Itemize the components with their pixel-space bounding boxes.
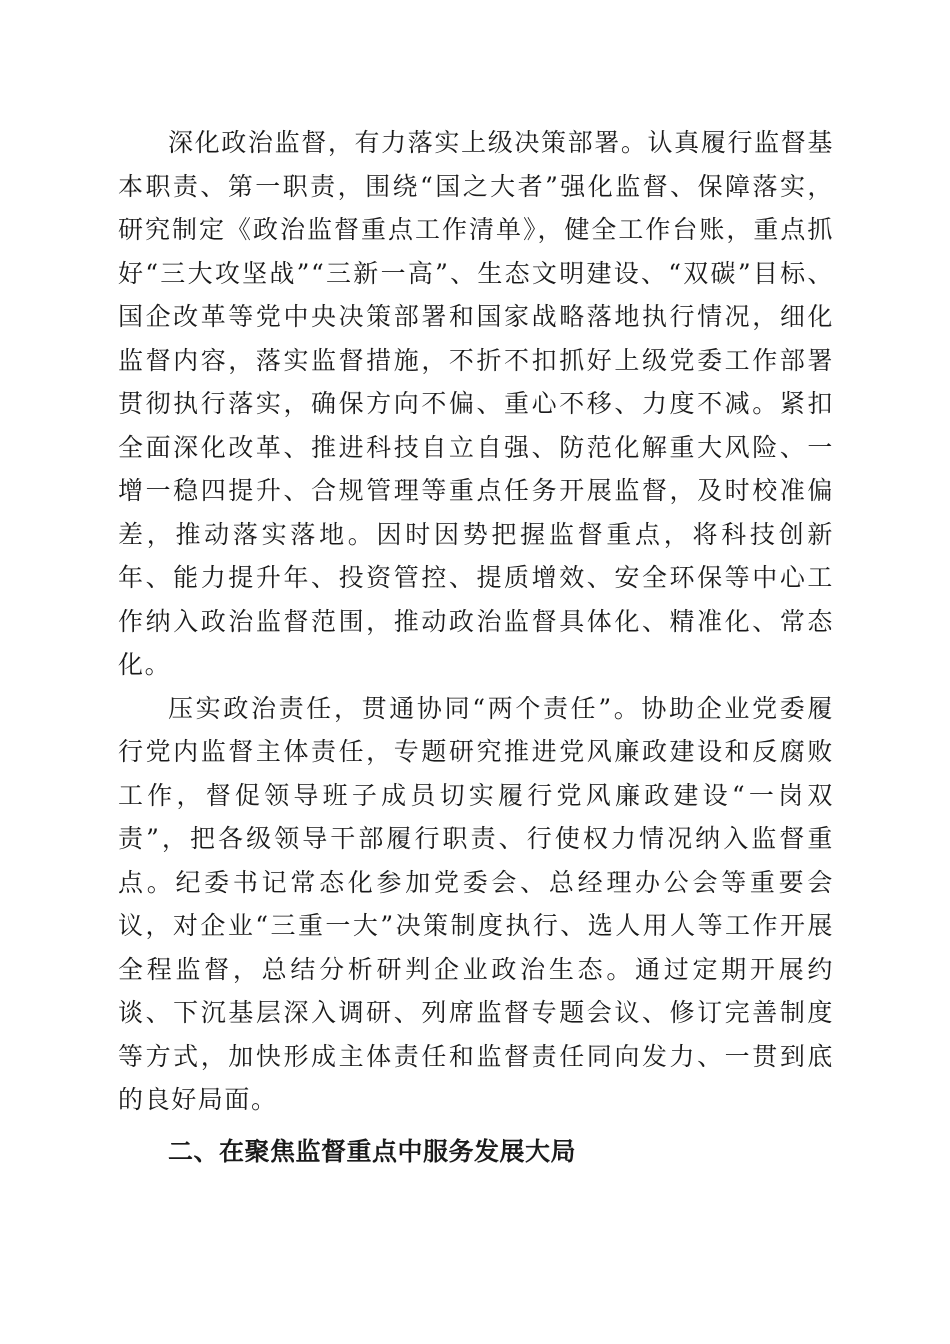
paragraph-political-responsibility: 压实政治责任，贯通协同“两个责任”。协助企业党委履行党内监督主体责任，专题研究推进党风廉政建设和反腐败工作，督促领导班子成员切实履行党风廉政建设“一岗双责”，把各级领导干部履行职责、行使权力情况纳入监督重点。纪委书记常态化参加党委会、总经理办公会等重要会议，对企业“三重一大”决策制度执行、选人用人等工作开展全程监督，总结分析研判企业政治生态。通过定期开展约谈、下沉基层深入调研、列席监督专题会议、修订完善制度等方式，加快形成主体责任和监督责任同向发力、一贯到底的良好局面。 [118,693,834,1114]
paragraph-political-supervision: 深化政治监督，有力落实上级决策部署。认真履行监督基本职责、第一职责，围绕“国之大者”强化监督、保障落实，研究制定《政治监督重点工作清单》，健全工作台账，重点抓好“三大攻坚战”“三新一高”、生态文明建设、“双碳”目标、国企改革等党中央决策部署和国家战略落地执行情况，细化监督内容，落实监督措施，不折不扣抓好上级党委工作部署贯彻执行落实，确保方向不偏、重心不移、力度不减。紧扣全面深化改革、推进科技自立自强、防范化解重大风险、一增一稳四提升、合规管理等重点任务开展监督，及时校准偏差，推动落实落地。因时因势把握监督重点，将科技创新年、能力提升年、投资管控、提质增效、安全环保等中心工作纳入政治监督范围，推动政治监督具体化、精准化、常态化。 [118,128,834,679]
document-body [118,121,834,1173]
section-heading: 二、在聚焦监督重点中服务发展大局 [168,1136,577,1166]
